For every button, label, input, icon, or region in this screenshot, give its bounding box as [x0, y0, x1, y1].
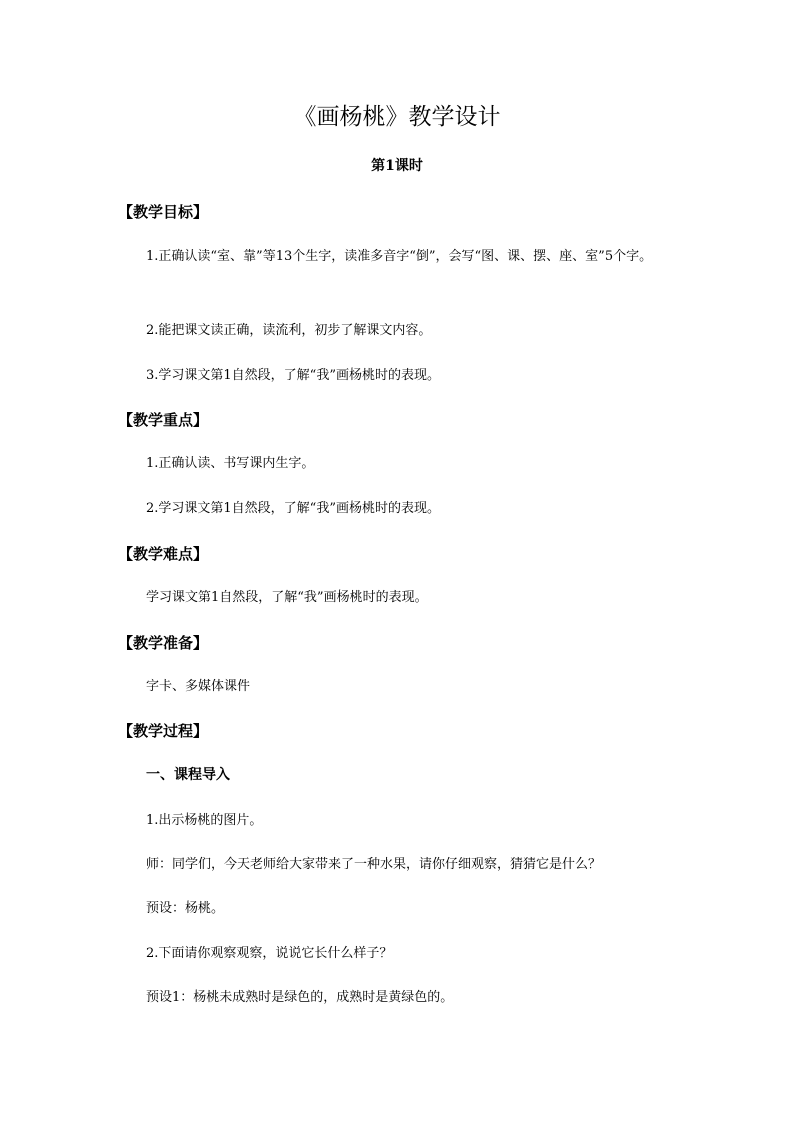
preparation-item-1: 字卡、多媒体课件	[146, 679, 251, 694]
process-item-5: 预设1：杨桃未成熟时是绿色的，成熟时是黄绿色的。	[146, 990, 454, 1005]
process-item-4: 2.下面请你观察观察，说说它长什么样子？	[146, 946, 393, 961]
lesson-period: 第1课时	[371, 158, 423, 174]
document-title: 《画杨桃》教学设计	[293, 104, 501, 130]
heading-goals: 【教学目标】	[118, 203, 209, 221]
process-subheading-intro: 一、课程导入	[146, 767, 230, 783]
heading-key-points: 【教学重点】	[118, 411, 209, 429]
goal-item-2: 2.能把课文读正确，读流利，初步了解课文内容。	[146, 323, 432, 338]
key-point-item-1: 1.正确认读、书写课内生字。	[146, 456, 315, 471]
goal-item-3: 3.学习课文第1自然段，了解“我”画杨桃时的表现。	[146, 368, 440, 383]
heading-preparation: 【教学准备】	[118, 634, 209, 652]
heading-difficulties: 【教学难点】	[118, 545, 209, 563]
key-point-item-2: 2.学习课文第1自然段，了解“我”画杨桃时的表现。	[146, 501, 440, 516]
process-item-2: 师：同学们，今天老师给大家带来了一种水果，请你仔细观察，猜猜它是什么？	[146, 857, 602, 872]
goal-item-1: 1.正确认读“室、靠”等13个生字，读准多音字“倒”，会写“图、课、摆、座、室”5个字。	[146, 249, 653, 264]
process-item-1: 1.出示杨桃的图片。	[146, 813, 263, 828]
difficulty-item-1: 学习课文第1自然段，了解“我”画杨桃时的表现。	[146, 590, 428, 605]
heading-process: 【教学过程】	[118, 722, 209, 740]
process-item-3: 预设：杨桃。	[146, 901, 225, 916]
